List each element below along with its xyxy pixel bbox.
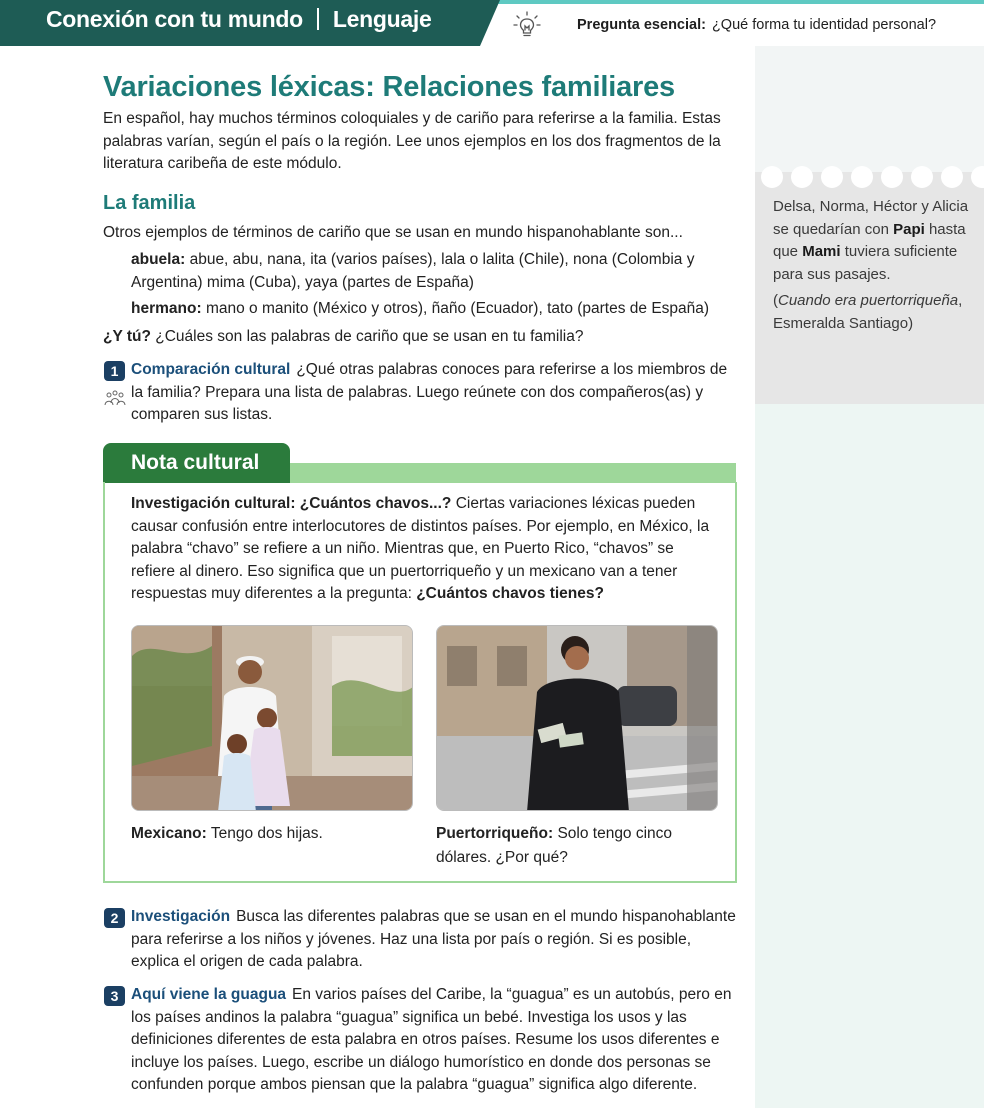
essential-question-text: ¿Qué forma tu identidad personal?: [711, 17, 937, 33]
sidebar-top-panel: [755, 46, 984, 172]
activity-3-number: 3: [104, 986, 125, 1006]
activity-1-heading: Comparación cultural: [131, 361, 291, 378]
quote-source-author: Esmeralda Santiago: [773, 314, 909, 332]
scallop-divider: [755, 166, 984, 188]
nota-question: ¿Cuántos chavos tienes?: [416, 585, 604, 602]
caption-left: [131, 822, 323, 846]
quote-text-3: tuviera suficiente para sus pasajes.: [773, 243, 958, 283]
page-title: Variaciones léxicas: Relaciones familiares: [103, 71, 675, 103]
abuela-entry: [131, 249, 731, 294]
activity-1-number: 1: [104, 361, 125, 381]
ytu-question: [103, 326, 583, 349]
header-subject: Lenguaje: [332, 6, 432, 32]
nota-paragraph: [131, 493, 721, 606]
activity-1: [131, 359, 741, 427]
essential-question-label: Pregunta esencial:: [577, 17, 706, 33]
quote-text-2: hasta que: [773, 220, 966, 260]
abuela-text: abue, abu, nana, ita (varios países), lala o lalita (Chile), nona (Colombia y Argentina) mima (Cuba), yaya (partes de España): [131, 251, 695, 291]
ytu-text: ¿Cuáles son las palabras de cariño que se usan en tu familia?: [155, 328, 584, 345]
caption-left-text: Tengo dos hijas.: [210, 825, 323, 842]
activity-2-number: 2: [104, 908, 125, 928]
caption-left-label: Mexicano:: [131, 825, 207, 842]
nota-header-line: [290, 463, 736, 483]
activity-1-text: ¿Qué otras palabras conoces para referirse a los miembros de la familia? Prepara una lista de palabras. Luego reúnete con dos compañeros(as) y comparen sus listas.: [131, 361, 728, 423]
sidebar-quote: Delsa, Norma, Héctor y Alicia se quedarían con Papi hasta que Mami tuviera suficiente para sus pasajes. (Cuando era puertorriqueña, Esmeralda Santiago): [773, 198, 969, 332]
quote-mami: Mami: [802, 243, 841, 260]
essential-question: [577, 17, 936, 33]
activity-2-heading: Investigación: [131, 908, 231, 925]
man-money-photo: [436, 625, 718, 811]
hermano-entry: [131, 298, 751, 321]
family-photo: [131, 625, 413, 811]
activity-3: [131, 984, 746, 1097]
group-icon: [104, 389, 126, 407]
header-accent-line: [490, 0, 984, 4]
hermano-text: mano o manito (México y otros), ñaño (Ecuador), tato (partes de España): [205, 300, 710, 317]
other-examples-text: Otros ejemplos de términos de cariño que se usan en mundo hispanohablante son...: [103, 224, 683, 241]
quote-text-1: Delsa, Norma, Héctor y Alicia se quedarían con: [773, 198, 969, 238]
abuela-term: abuela:: [131, 251, 186, 268]
activity-2: [131, 906, 741, 974]
quote-source-title: Cuando era puertorriqueña: [778, 292, 959, 309]
header-section: Conexión con tu mundo: [46, 6, 303, 32]
quote-papi: Papi: [893, 220, 925, 238]
activity-2-text: Busca las diferentes palabras que se usan en el mundo hispanohablante para referirse a los niños y jóvenes. Haz una lista por país o región. Si es posible, explica el origen de cada palabra.: [131, 908, 736, 970]
caption-right-label: Puertorriqueño:: [436, 825, 554, 842]
lightbulb-icon: [512, 10, 542, 40]
nota-body: Ciertas variaciones léxicas pueden causar confusión entre interlocutores de distintos países. Por ejemplo, en México, la palabra “chavo” se refiere a un niño. Mientras que, en Puerto Rico, “chavos” se refiere al dinero. Eso significa que un puertorriqueño y un mexicano van a tener respuestas muy diferentes a la pregunta:: [131, 495, 710, 602]
intro-paragraph: En español, hay muchos términos coloquiales y de cariño para referirse a la familia. Estas palabras varían, según el país o la región. Lee unos ejemplos en los dos fragmentos de la literatura caribeña de este módulo.: [103, 110, 721, 172]
activity-3-heading: Aquí viene la guagua: [131, 986, 287, 1003]
ytu-label: ¿Y tú?: [103, 328, 151, 345]
caption-right: [436, 822, 696, 870]
caption-right-text: Solo tengo cinco dólares. ¿Por qué?: [436, 825, 673, 866]
hermano-term: hermano:: [131, 300, 202, 317]
header-title: [46, 6, 431, 33]
nota-tab-label: Nota cultural: [131, 451, 260, 474]
nota-heading: Investigación cultural: ¿Cuántos chavos...?: [131, 495, 452, 512]
section-heading: La familia: [103, 192, 196, 214]
activity-3-text: En varios países del Caribe, la “guagua” es un autobús, pero en los países andinos la palabra “guagua” significa un bebé. Investiga los usos y las definiciones diferentes de esta palabra en otros países. Resume los usos diferentes e incluye los países. Luego, escribe un diálogo humorístico en donde dos personas se confunden porque ambos piensan que la palabra “guagua” significa algo diferente.: [131, 986, 732, 1093]
